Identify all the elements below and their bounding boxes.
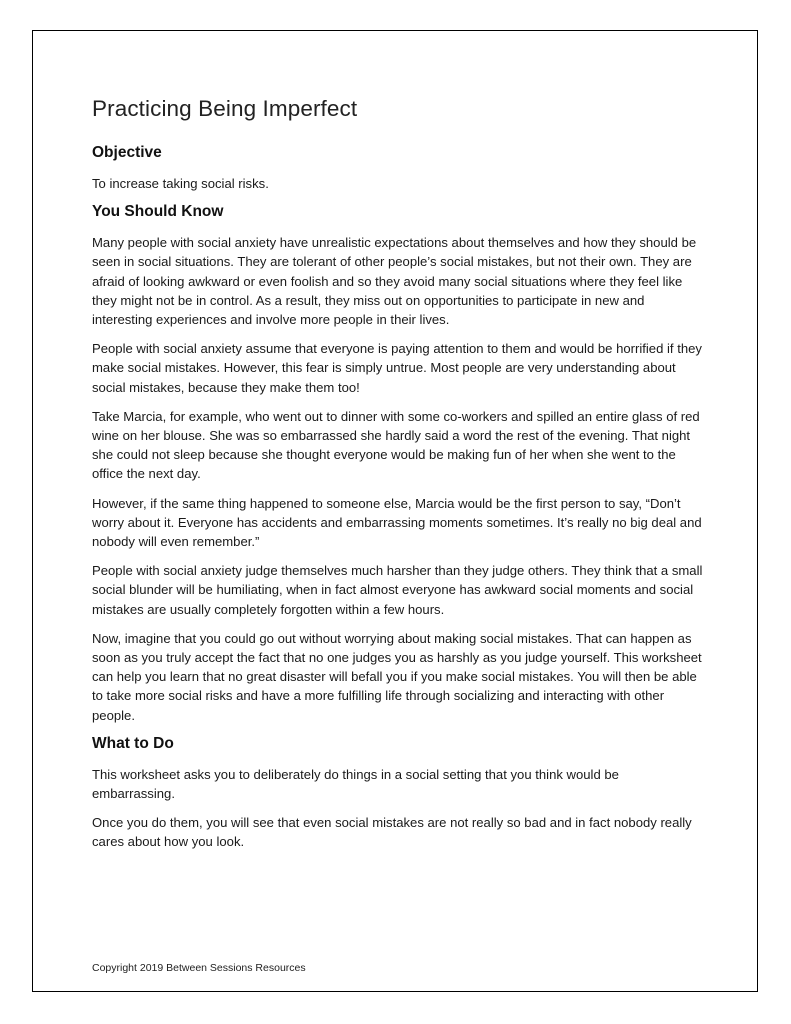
paragraph: Many people with social anxiety have unrealistic expectations about themselves and how they should be seen in social situations. They are tolerant of other people’s social mistakes, but not their own. They are afraid of looking awkward or even foolish and so they avoid many social situations where they feel like they might not be in control. As a result, they miss out on opportunities to participate in new and interesting experiences and involve more people in their lives. [92, 235, 697, 328]
you-should-know-heading: You Should Know [92, 203, 224, 221]
copyright-footer: Copyright 2019 Between Sessions Resources [92, 962, 306, 974]
objective-text: To increase taking social risks. [92, 176, 269, 191]
paragraph: Once you do them, you will see that even social mistakes are not really so bad and in fact nobody really cares about how you look. [92, 815, 692, 850]
paragraph: People with social anxiety assume that everyone is paying attention to them and would be horrified if they make social mistakes. However, this fear is simply untrue. Most people are very understanding about social mistakes, because they make them too! [92, 341, 702, 395]
paragraph: However, if the same thing happened to someone else, Marcia would be the first person to say, “Don’t worry about it. Everyone has accidents and embarrassing moments sometimes. It’s really no big deal and nobody will even remember.” [92, 495, 702, 550]
paragraph: This worksheet asks you to deliberately do things in a social setting that you think would be embarrassing. [92, 766, 619, 802]
page-title: Practicing Being Imperfect [92, 96, 358, 121]
what-to-do-heading: What to Do [92, 734, 174, 752]
objective-heading: Objective [92, 144, 162, 161]
paragraph: Now, imagine that you could go out without worrying about making social mistakes. That can happen as soon as you truly accept the fact that no one judges you as harshly as you judge yourself. This worksheet can help you learn that no great disaster will befall you if you make social mistakes. You will then be able to take more social risks and have a more fulfilling life through socializing and interacting with other people. [92, 630, 702, 723]
document-body [92, 96, 704, 862]
paragraph: Take Marcia, for example, who went out to dinner with some co-workers and spilled an entire glass of red wine on her blouse. She was so embarrassed she hardly said a word the rest of the evening. That night she could not sleep because she thought everyone would be making fun of her when she went to the office the next day. [92, 408, 700, 482]
paragraph: People with social anxiety judge themselves much harsher than they judge others. They think that a small social blunder will be humiliating, when in fact almost everyone has awkward social moments and social mistakes are usually completely forgotten within a few hours. [92, 563, 703, 617]
